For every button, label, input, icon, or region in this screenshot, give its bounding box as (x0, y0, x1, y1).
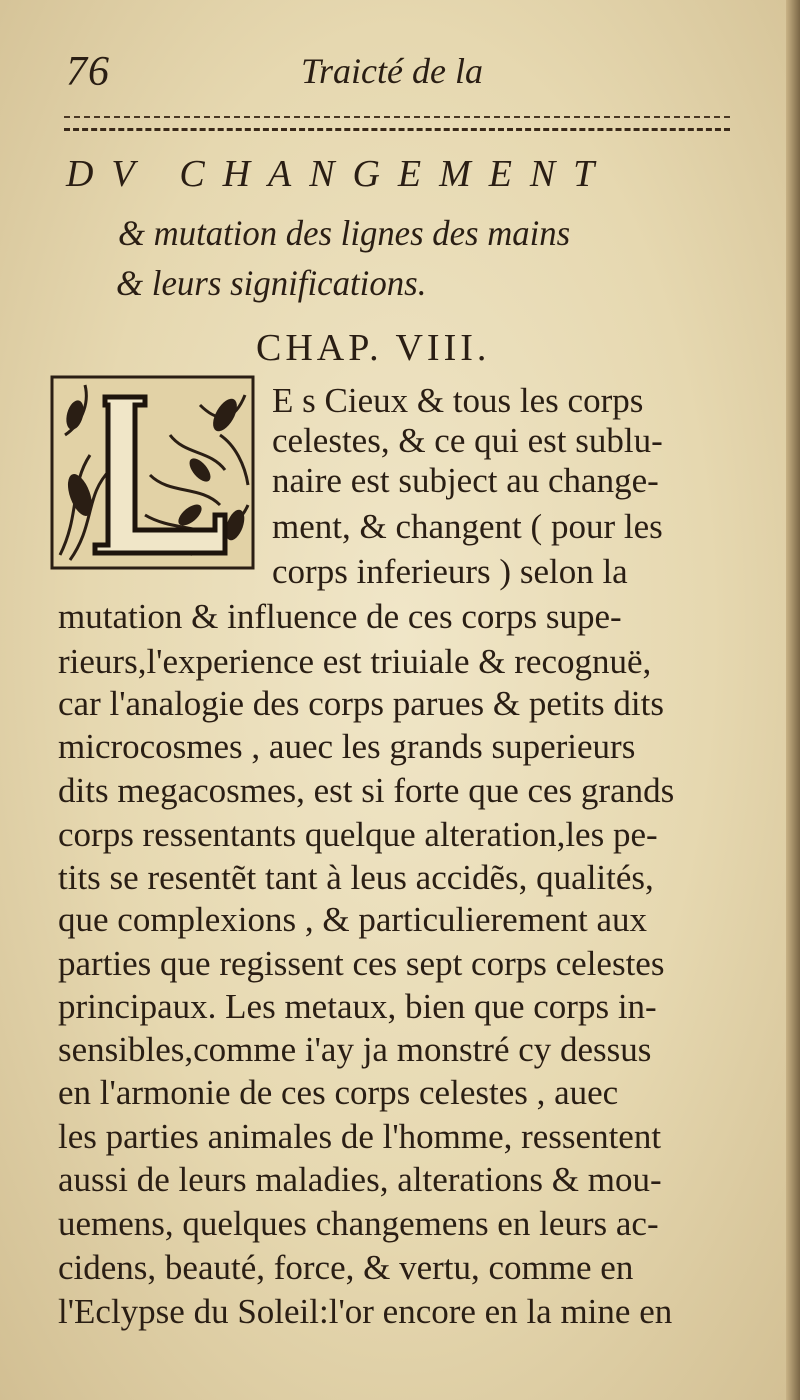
chapter-title: DV CHANGEMENT (66, 153, 613, 195)
body-line: rieurs,l'experience est triuiale & recognuë, (58, 642, 652, 681)
header-rule (64, 116, 730, 136)
chapter-subtitle-line: & leurs significations. (116, 263, 427, 303)
body-line: microcosmes , auec les grands superieurs (58, 727, 636, 766)
rule-line-upper (64, 116, 730, 118)
chapter-label: CHAP. VIII. (256, 327, 491, 369)
body-line: en l'armonie de ces corps celestes , auec (58, 1073, 619, 1112)
body-line: corps inferieurs ) selon la (272, 552, 628, 591)
body-line: sensibles,comme i'ay ja monstré cy dessus (58, 1030, 652, 1069)
body-line: naire est subject au change- (272, 461, 659, 500)
chapter-subtitle-line: & mutation des lignes des mains (118, 213, 571, 253)
page-number: 76 (66, 49, 110, 95)
ornate-initial-icon (50, 375, 255, 570)
body-line: mutation & influence de ces corps supe- (58, 597, 622, 636)
body-line: uemens, quelques changemens en leurs ac- (58, 1204, 659, 1243)
body-line: que complexions , & particulierement aux (58, 900, 647, 939)
body-line: tits se resentẽt tant à leus accidẽs, qualités, (58, 858, 654, 897)
body-line: celestes, & ce qui est sublu- (272, 421, 663, 460)
body-line: dits megacosmes, est si forte que ces grands (58, 771, 675, 810)
body-line: car l'analogie des corps parues & petits dits (58, 684, 664, 723)
body-line: parties que regissent ces sept corps celestes (58, 944, 665, 983)
body-line: l'Eclypse du Soleil:l'or encore en la mine en (58, 1292, 673, 1331)
body-line: corps ressentants quelque alteration,les pe- (58, 815, 658, 854)
body-line: aussi de leurs maladies, alterations & mou- (58, 1160, 662, 1199)
body-line: les parties animales de l'homme, ressentent (58, 1117, 662, 1156)
body-line: E s Cieux & tous les corps (272, 381, 644, 420)
body-line: cidens, beauté, force, & vertu, comme en (58, 1248, 634, 1287)
page-header (66, 48, 731, 108)
body-line: ment, & changent ( pour les (272, 507, 663, 546)
running-title: Traicté de la (301, 51, 483, 91)
rule-line-lower (64, 128, 730, 131)
page-edge-shadow (786, 0, 800, 1400)
body-line: principaux. Les metaux, bien que corps in- (58, 987, 657, 1026)
